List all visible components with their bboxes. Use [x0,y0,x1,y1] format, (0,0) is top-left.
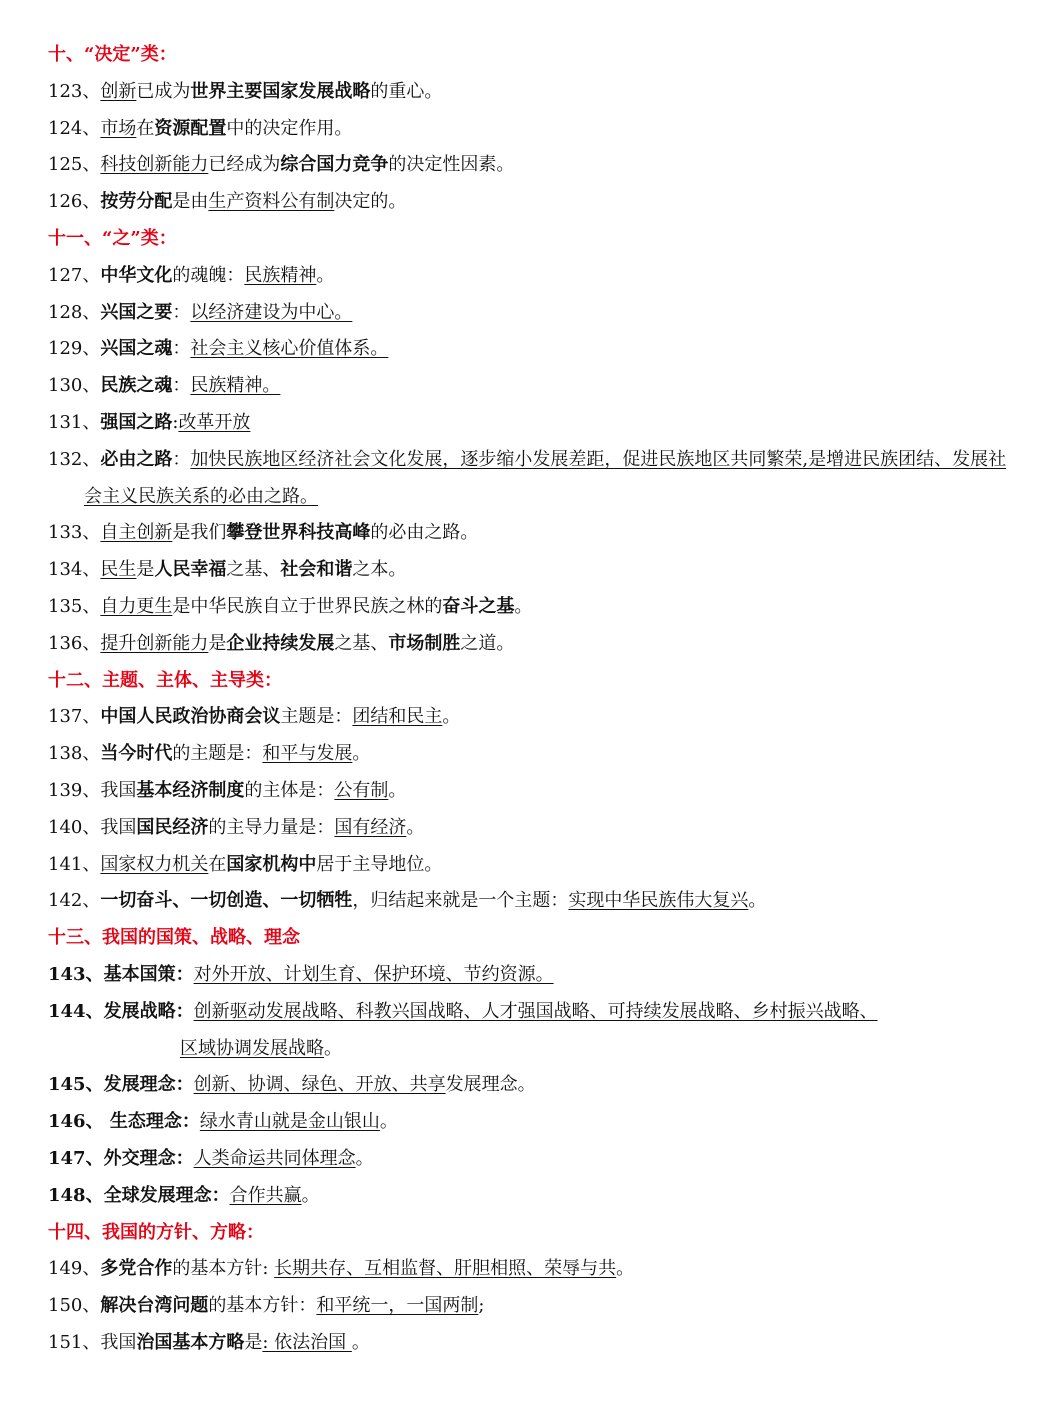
text-run: 。 [324,1037,342,1059]
bold-text: 奋斗之基 [442,596,515,617]
list-item [48,1180,1041,1212]
underlined-text: 自力更生 [100,596,173,617]
text-run: 137、 [48,706,101,728]
list-item [48,1106,1041,1138]
text-run: 142、 [48,890,101,912]
section-heading [48,223,1041,255]
underlined-text: 实现中华民族伟大复兴 [568,890,749,912]
bold-text: 强国之路 [100,412,173,433]
text-run: 之本。 [352,559,407,581]
list-item [48,333,1041,365]
text-run: 的主体是： [244,780,335,801]
text-run: 是中华民族自立于世界民族之林的 [172,596,443,617]
bold-text: 多党合作 [100,1258,173,1280]
bold-text: 社会和谐 [280,559,353,581]
list-item [48,775,1041,807]
bold-text: 国家机构中 [226,853,317,875]
text-run: 的主导力量是： [208,816,335,838]
underlined-text: 国家权力机关 [100,853,209,875]
bold-text: 必由之路 [100,448,173,470]
underlined-text: 民族精神。 [190,375,281,397]
underlined-text: 国有经济 [334,816,407,838]
list-item [48,186,1041,218]
bold-text: 攀登世界科技高峰 [226,522,371,544]
underlined-text: 市场 [100,117,137,139]
underlined-text: 创新驱动发展战略、科教兴国战略、人才强国战略、可持续发展战略、乡村振兴战略、 [193,1000,878,1022]
bold-text: 兴国之魂 [100,338,173,360]
text-run: 134、 [48,559,101,581]
list-item [48,297,1041,329]
text-run: 。 [748,890,767,912]
text-run: 十三、我国的国策、战略、理念 [48,927,300,949]
bold-text: 国民经济 [136,816,209,838]
text-run: 149、 [48,1258,101,1280]
text-run: 的重心。 [370,80,443,102]
underlined-text: 创新 [100,80,137,102]
bold-text: 中国人民政治协商会议 [100,706,281,728]
list-item-continuation [84,481,1041,513]
text-run: 十二、主题、主体、主导类： [48,669,282,691]
text-run: 141、 [48,853,101,875]
underlined-text: 创新、协调、绿色、开放、共享 [193,1074,446,1096]
text-run: 的主题是： [172,743,263,765]
text-run: 之基、 [334,632,389,654]
text-run: 。 [352,743,371,765]
bold-text: 中华文化 [100,264,173,286]
text-run: 的基本方针: [172,1258,275,1280]
underlined-text: 公有制 [334,780,389,801]
bold-text: 基本经济制度 [136,780,245,801]
text-run: 之道。 [460,632,515,654]
text-run: ; [478,1295,485,1317]
text-run: 居于主导地位。 [316,853,443,875]
text-run: 。 [316,264,335,286]
underlined-text: 民生 [100,559,137,581]
list-item [48,1143,1041,1175]
text-run: 的必由之路。 [370,522,479,544]
underlined-text: 改革开放 [178,412,251,433]
bold-text: 兴国之要 [100,301,173,323]
text-run: 。 [351,1332,370,1353]
list-item [48,444,1041,476]
list-item [48,370,1041,402]
bold-text: 143、基本国策： [48,964,194,985]
underlined-text: 对外开放、计划生育、保护环境、节约资源。 [193,964,554,985]
text-run: 125、 [48,154,101,176]
bold-text: 人民幸福 [154,559,227,581]
text-run: 150、 [48,1295,101,1317]
text-run: : [172,412,179,433]
text-run: 133、 [48,522,101,544]
bold-text: 世界主要国家发展战略 [190,80,371,102]
text-run: 138、 [48,743,101,765]
bold-text: 按劳分配 [100,191,173,213]
underlined-text: 社会主义核心价值体系。 [190,338,389,360]
section-heading [48,39,1041,71]
underlined-text: 区域协调发展战略 [180,1037,324,1059]
list-item [48,996,1041,1028]
underlined-text: 和平统一，一国两制 [316,1295,479,1317]
bold-text: 146、 生态理念： [48,1111,200,1133]
text-run: 。 [442,706,461,728]
text-run: 。 [379,1111,398,1133]
text-run: 。 [514,596,533,617]
text-run: ，归结起来就是一个主题： [352,890,569,912]
bold-text: 解决台湾问题 [100,1295,209,1317]
bold-text: 综合国力竞争 [280,154,389,176]
text-run: 。 [388,780,407,801]
text-run: 在 [208,853,227,875]
text-run: 是 [136,559,155,581]
bold-text: 治国基本方略 [136,1332,245,1353]
text-run: 已成为 [136,80,191,102]
text-run: 。 [301,1184,320,1206]
bold-text: 144、发展战略： [48,1000,194,1022]
underlined-text: 民族精神 [244,264,317,286]
text-run: 主题是： [280,706,353,728]
text-run: 是我们 [172,522,227,544]
text-run: ： [172,301,191,323]
text-run: 140、我国 [48,816,137,838]
text-run: 中的决定作用。 [226,117,353,139]
bold-text: 资源配置 [154,117,227,139]
section-heading [48,665,1041,697]
text-run: 。 [355,1148,374,1169]
bold-text: 市场制胜 [388,632,461,654]
bold-text: 企业持续发展 [226,632,335,654]
list-item [48,701,1041,733]
list-item [48,591,1041,623]
bold-text: 一切奋斗、一切创造、一切牺牲 [100,890,353,912]
list-item [48,113,1041,145]
text-run: 129、 [48,338,101,360]
text-run: ： [172,375,191,397]
list-item [48,517,1041,549]
list-item [48,738,1041,770]
text-run: 是 [244,1332,263,1353]
text-run: 在 [136,117,155,139]
text-run: 126、 [48,191,101,213]
underlined-text: 生产资料公有制 [208,191,335,213]
bold-text: 当今时代 [100,743,173,765]
text-run: 是 [208,632,227,654]
list-item [48,1069,1041,1101]
list-item [48,149,1041,181]
text-run: 十四、我国的方针、方略： [48,1221,264,1243]
text-run: 的决定性因素。 [388,154,515,176]
bold-text: 147、外交理念： [48,1148,194,1169]
underlined-text: 绿水青山就是金山银山 [199,1111,380,1133]
list-item [48,628,1041,660]
text-run: 130、 [48,375,101,397]
text-run: 123、 [48,80,101,102]
underlined-text: 合作共赢 [229,1184,302,1206]
text-run: 是由 [172,191,209,213]
underlined-text: 人类命运共同体理念 [193,1148,356,1169]
text-run: ： [172,448,191,470]
text-run: 的基本方针： [208,1295,317,1317]
list-item [48,885,1041,917]
underlined-text: 长期共存、互相监督、肝胆相照、荣辱与共 [274,1258,617,1280]
underlined-text: 自主创新 [100,522,173,544]
underlined-text: 会主义民族关系的必由之路。 [84,485,318,507]
text-run: 之基、 [226,559,281,581]
underlined-text: 科技创新能力 [100,154,209,176]
text-run: 发展理念。 [445,1074,536,1096]
list-item [48,849,1041,881]
text-run: 决定的。 [334,191,407,213]
section-heading [48,1217,1041,1249]
bold-text: 148、全球发展理念： [48,1184,230,1206]
text-run: 的魂魄： [172,264,245,286]
text-run: 136、 [48,632,101,654]
list-item [48,554,1041,586]
bold-text: 145、发展理念： [48,1074,194,1096]
list-item [48,407,1041,439]
text-run: 135、 [48,596,101,617]
section-heading [48,922,1041,954]
bold-text: 民族之魂 [100,375,173,397]
list-item [48,812,1041,844]
text-run: 已经成为 [208,154,281,176]
text-run: 151、我国 [48,1332,137,1353]
list-item [48,260,1041,292]
text-run: 十、“决定”类： [48,44,177,65]
list-item-continuation [180,1033,1041,1065]
list-item [48,1253,1041,1285]
underlined-text: 以经济建设为中心。 [190,301,353,323]
underlined-text: 加快民族地区经济社会文化发展，逐步缩小发展差距，促进民族地区共同繁荣,是增进民族团结、发展社 [190,448,1007,470]
text-run: ： [172,338,191,360]
underlined-text: 和平与发展 [262,743,353,765]
underlined-text: 团结和民主 [352,706,443,728]
underlined-text: 提升创新能力 [100,632,209,654]
text-run: 139、我国 [48,780,137,801]
text-run: 128、 [48,301,101,323]
list-item [48,1327,1041,1359]
text-run: 。 [616,1258,635,1280]
text-run: 124、 [48,117,101,139]
underlined-text: : 依法治国 [262,1332,352,1353]
text-run: 。 [406,816,425,838]
list-item [48,76,1041,108]
text-run: 127、 [48,264,101,286]
list-item [48,959,1041,991]
list-item [48,1290,1041,1322]
text-run: 131、 [48,412,101,433]
text-run: 十一、“之”类： [48,228,177,249]
text-run: 132、 [48,448,101,470]
